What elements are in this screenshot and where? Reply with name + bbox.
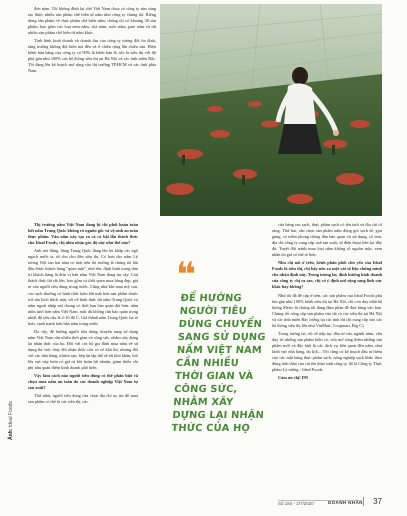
footer-separator (363, 497, 364, 506)
left-column (28, 222, 138, 407)
pull-quote: ĐỂ HƯỚNG NGƯỜI TIÊU DÙNG CHUYỂN SANG SỬ DỤNG NẤM VIỆT NAM CẦN NHIỀU THỜI GIAN VÀ CÔNG SỨC, NHẰM XÂY DỰNG LẠI NHẬN THỨC CỦA HỌ (171, 293, 266, 434)
magazine-brand: DOANH NHÂN (328, 500, 363, 505)
question-3: Nhu chị nói ở trên, kênh phân phối chủ yếu của Ideal Foods là siêu thị, chị hãy nêu ra một vài số liệu chứng minh cho nhận định này. Trong tương lai, định hướng kinh doanh của công ty chị ra sao, chị có ý định mở rộng sang lĩnh vực khác hay không? (272, 260, 382, 290)
photo-credit-source: Ideal Foods (8, 401, 14, 429)
right-column (272, 222, 382, 383)
pull-quote-block (171, 222, 268, 435)
answer-2-continued: cửa hàng rau sạch, thực phẩm sạch có tên tuổi và địa chỉ rõ ràng. Thứ hai, cần chọn sản phẩm nấm đóng gói sạch sẽ, gọn gàng, có niêm phong thông đàn bảo quan và xử dụng, có tem, địa chỉ công ty cung cấp, mã sản xuất, số điện thoại liên lạc đây đủ. Tuyệt đối tránh mua loại nấm không rõ nguồn mặc, xem nhãn do giá có thể rẻ hơn. (272, 222, 382, 258)
answer-2-paragraph-1: Thứ nhất, người tiêu dùng cần chọn địa chỉ uy tín để mua sản phẩm có thể là các siêu thị, các (28, 393, 138, 405)
issue-info: Số 184 - 2/7/2020 (278, 501, 314, 506)
answer-3-paragraph-1: Như tôi đã đề cập ở trên, các sản phẩm của Ideal Foods phủ kín gần như 100% kênh siêu thị tại Hà Nội, chỉ còn duy nhất hệ thống Metro là chúng tôi đang đàm phán để đưa hàng vào bán. Chúng tôi cũng cấp sản phẩm vào tất cả các siêu thị tại Hà Nội và các tỉnh miền Bắc (riêng tại các tỉnh thì chỉ cung cấp vào các hệ thống siêu thị lớn như VinMart, Coopmart, Big C). (272, 292, 382, 328)
page-number: 37 (373, 497, 382, 506)
intro-paragraph-1: đơn năm. Tôi không đình lại chờ Việt Nam chua có công ty nào sáng tạo được nhiều sản phẩm chế biến từ nấm như công ty chúng tôi. Riêng dòng sản phẩm về thực phẩm chế biến nấm, chúng tôi có khoảng 30 sản phẩm, bao gồm các loại nem nấm, chả nấm, ruốc nấm, pate nấm và rất nhiều sản phẩm chế biến từ nấm khác. (28, 6, 156, 36)
photo-credit-prefix: Ảnh: (8, 428, 14, 440)
answer-1-paragraph-2: Do vậy, để hướng người tiêu dùng chuyển sang sử dụng nấm Việt Nam cần nhiều thời gian và công sức, nhằm xây dựng lại nhận thức của họ. Đối với các hộ gia đình mua nấm về sử dụng thì việc thay đổi nhận thức còn có vẻ khả thi, nhưng đối với các nhà hàng, khách sạn, bếp ăn tập thể sẽ rất khó khăn, bởi lẽu vực này luôn có giá trị bồi hoàn lợi nhuận, giảm thiểu chi phí nhu quán điểm kinh doanh phổ biến. (28, 328, 138, 371)
page-footer (28, 496, 382, 506)
intro-paragraph-2: Tình hình kinh doanh và doanh thu của công ty tương đối ổn định, tăng trưởng không đột biến mà đều và ở chiều rộng lẫn chiều sâu. Hiện kênh bán hàng của công ty có 90% là kênh bán lẻ, tức là siêu thị với độ phủ gần như 100% các hệ thống siêu thị tại Hà Nội và các tỉnh miền Bắc. Tôi đang lên kế hoạch mở rộng vào thị trường TP.HCM và các tỉnh phía Nam. (28, 38, 156, 74)
greenhouse-photo (160, 4, 382, 216)
photo-credit (8, 380, 14, 440)
answer-1-paragraph-1: Anh nói đúng, hàng Trung Quốc đang lên lỏi khắp các ngõ ngách nước ta, từ cho cho đến siêu thị. Có hơn cho nấm Lý tương Việt sao hai năm có mặt trên thị trường là chúng tôi bắt đầu được khách hàng "quen mặt", nhờ tên, định hình trong tâm trí khách hàng là đơn vị bán nấm Việt Nam đang tin cậy. Còn thách thức thì rất lớn, bao gồm cả thời quen mua hàng đẹp, giá rẻ của người tiêu dùng trong nước. Cũng như khi mua mỹ cau, các sạch thường có hình thức kém bắt mắt hơn sản phẩm thuốc trừ sâu kích thích mật, sét về hình thức thì nấm Trung Quốc và nấm ngoài nhập nói chung có thời hạn bảo quản dài hơn, nấm nhìn tươi hơn nấm Việt Nam, mặc dù không cần bảo quản trong nhiệt độ yêu cầu là 2-10 độ C. Giá thành nấm Trung Quốc lại rẻ hơn, cạnh tranh hơn hẳn nấm trong nước. (28, 248, 138, 326)
question-2: Vậy làm cách nào người tiêu dùng có thể phân biệt và chọn mua nấm an toàn do các doanh nghiệp Việt Nam tự sản xuất? (28, 373, 138, 391)
closing-thanks: Cảm ơn chị! DN (278, 375, 308, 381)
quote-mark-icon: ❝ (176, 255, 196, 295)
question-1: Thị trường nấm Việt Nam đang bị chi phối hoàn toàn bởi nấm Trung Quốc không rõ nguồn gốc và vệ sinh an toàn thực phẩm. Vân nấm này tạo ra cả cơ hội lẫn thách thức cho Ideal Foods, chị nhìn nhận góc độ này như thế nào? (28, 222, 138, 246)
intro-column (28, 6, 156, 77)
answer-3-paragraph-2: Trong tương lai, tôi sẽ tiếp tục đầu tư vào ngành nấm, vừa duy trì những sản phẩm hiện có, vừa mở rộng thêm những sản phẩm mới và đặc biệt là các dịch vụ liên quan đến nấm, như kinh vực nhà hàng, du lịch... Tôi cũng có kế hoạch đầu tư thêm vào các mặt hàng thực phẩm sạch, nông nghiệp sạch khác theo đúng tinh thần của cái tên khai sinh công ty, đó là Công ty Thực phẩm Lý tưởng - Ideal Foods. (272, 330, 382, 373)
